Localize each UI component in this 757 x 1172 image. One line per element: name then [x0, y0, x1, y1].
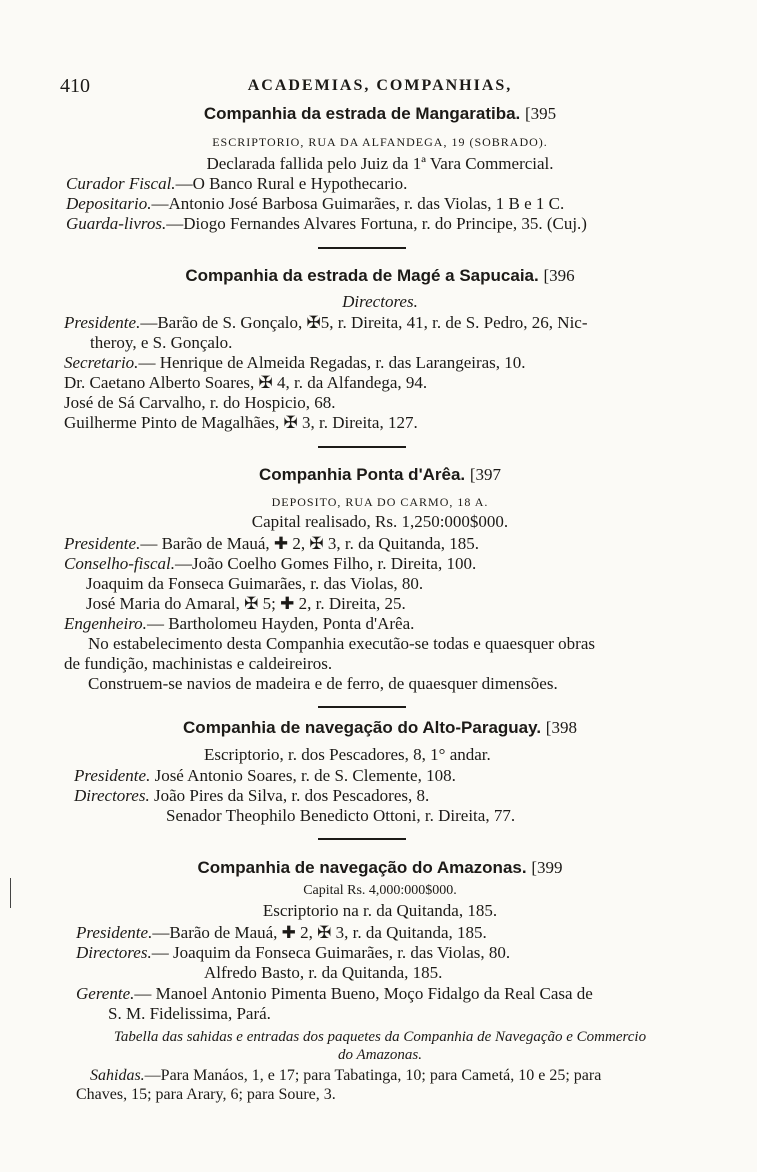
- sailings-line: Chaves, 15; para Arary, 6; para Soure, 3.: [76, 1086, 336, 1103]
- section-397-line: Presidente.— Barão de Mauá, ✚ 2, ✠ 3, r. da Quitanda, 185.: [64, 534, 479, 553]
- section-395-title: Companhia da estrada de Mangaratiba. [395: [203, 104, 557, 123]
- section-397-line: Construem-se navios de madeira e de ferro, de quaesquer dimensões.: [88, 674, 558, 693]
- section-397-line: Engenheiro.— Bartholomeu Hayden, Ponta d'Arêa.: [64, 614, 415, 633]
- section-395-line: Declarada fallida pelo Juiz da 1ª Vara Commercial.: [206, 154, 554, 173]
- section-396-line: Guilherme Pinto de Magalhães, ✠ 3, r. Direita, 127.: [64, 413, 418, 432]
- section-399-line: Directores.— Joaquim da Fonseca Guimarães, r. das Violas, 80.: [76, 943, 511, 962]
- section-divider: [318, 838, 406, 840]
- section-397-line: de fundição, machinistas e caldeireiros.: [64, 654, 333, 673]
- section-398-line: Directores. João Pires da Silva, r. dos Pescadores, 8.: [74, 786, 430, 805]
- section-397-line: No estabelecimento desta Companhia executão-se todas e quaesquer obras: [88, 634, 595, 653]
- section-399-line: Escriptorio na r. da Quitanda, 185.: [262, 901, 498, 920]
- section-divider: [318, 247, 406, 249]
- section-399-line: Gerente.— Manoel Antonio Pimenta Bueno, Moço Fidalgo da Real Casa de: [76, 984, 593, 1003]
- section-397-address: DEPOSITO, RUA DO CARMO, 18 A.: [271, 495, 489, 509]
- running-head: ACADEMIAS, COMPANHIAS,: [247, 77, 513, 94]
- section-396-line: Presidente.—Barão de S. Gonçalo, ✠5, r. Direita, 41, r. de S. Pedro, 26, Nic-: [64, 313, 588, 332]
- section-397-capital: Capital realisado, Rs. 1,250:000$000.: [251, 512, 509, 531]
- section-397-title: Companhia Ponta d'Arêa. [397: [258, 465, 502, 484]
- section-399-title: Companhia de navegação do Amazonas. [399: [197, 858, 563, 877]
- margin-mark: [10, 878, 11, 908]
- page-number: 410: [60, 75, 90, 97]
- section-395-address: ESCRIPTORIO, RUA DA ALFANDEGA, 19 (SOBRADO).: [212, 135, 548, 149]
- section-397-line: José Maria do Amaral, ✠ 5; ✚ 2, r. Direita, 25.: [86, 594, 406, 613]
- section-399-line: Alfredo Basto, r. da Quitanda, 185.: [204, 963, 443, 982]
- section-399-line: S. M. Fidelissima, Pará.: [108, 1004, 271, 1023]
- section-divider: [318, 706, 406, 708]
- sailings-line: Sahidas.—Para Manáos, 1, e 17; para Tabatinga, 10; para Cametá, 10 e 25; para: [90, 1067, 602, 1084]
- section-397-line: Joaquim da Fonseca Guimarães, r. das Violas, 80.: [86, 574, 424, 593]
- section-395-line: Guarda-livros.—Diogo Fernandes Alvares Fortuna, r. do Principe, 35. (Cuj.): [66, 214, 587, 233]
- section-399-capital: Capital Rs. 4,000:000$000.: [303, 883, 457, 898]
- section-398-title: Companhia de navegação do Alto-Paraguay. [398: [183, 718, 577, 737]
- section-398-line: Presidente. José Antonio Soares, r. de S. Clemente, 108.: [74, 766, 456, 785]
- section-397-line: Conselho-fiscal.—João Coelho Gomes Filho, r. Direita, 100.: [64, 554, 477, 573]
- section-396-title: Companhia da estrada de Magé a Sapucaia. [396: [185, 266, 575, 285]
- table-heading: do Amazonas.: [338, 1047, 422, 1063]
- section-396-subtitle: Directores.: [342, 292, 418, 311]
- section-395-line: Curador Fiscal.—O Banco Rural e Hypothecario.: [66, 174, 408, 193]
- section-396-line: theroy, e S. Gonçalo.: [90, 333, 233, 352]
- section-396-line: Secretario.— Henrique de Almeida Regadas, r. das Larangeiras, 10.: [64, 353, 526, 372]
- section-396-line: José de Sá Carvalho, r. do Hospicio, 68.: [64, 393, 336, 412]
- section-divider: [318, 446, 406, 448]
- section-396-line: Dr. Caetano Alberto Soares, ✠ 4, r. da Alfandega, 94.: [64, 373, 428, 392]
- section-399-line: Presidente.—Barão de Mauá, ✚ 2, ✠ 3, r. da Quitanda, 185.: [76, 923, 487, 942]
- table-heading: Tabella das sahidas e entradas dos paquetes da Companhia de Navegação e Commercio: [113, 1029, 647, 1045]
- section-398-line: Senador Theophilo Benedicto Ottoni, r. Direita, 77.: [166, 806, 516, 825]
- section-395-line: Depositario.—Antonio José Barbosa Guimarães, r. das Violas, 1 B e 1 C.: [66, 194, 565, 213]
- section-398-line: Escriptorio, r. dos Pescadores, 8, 1° andar.: [204, 745, 491, 764]
